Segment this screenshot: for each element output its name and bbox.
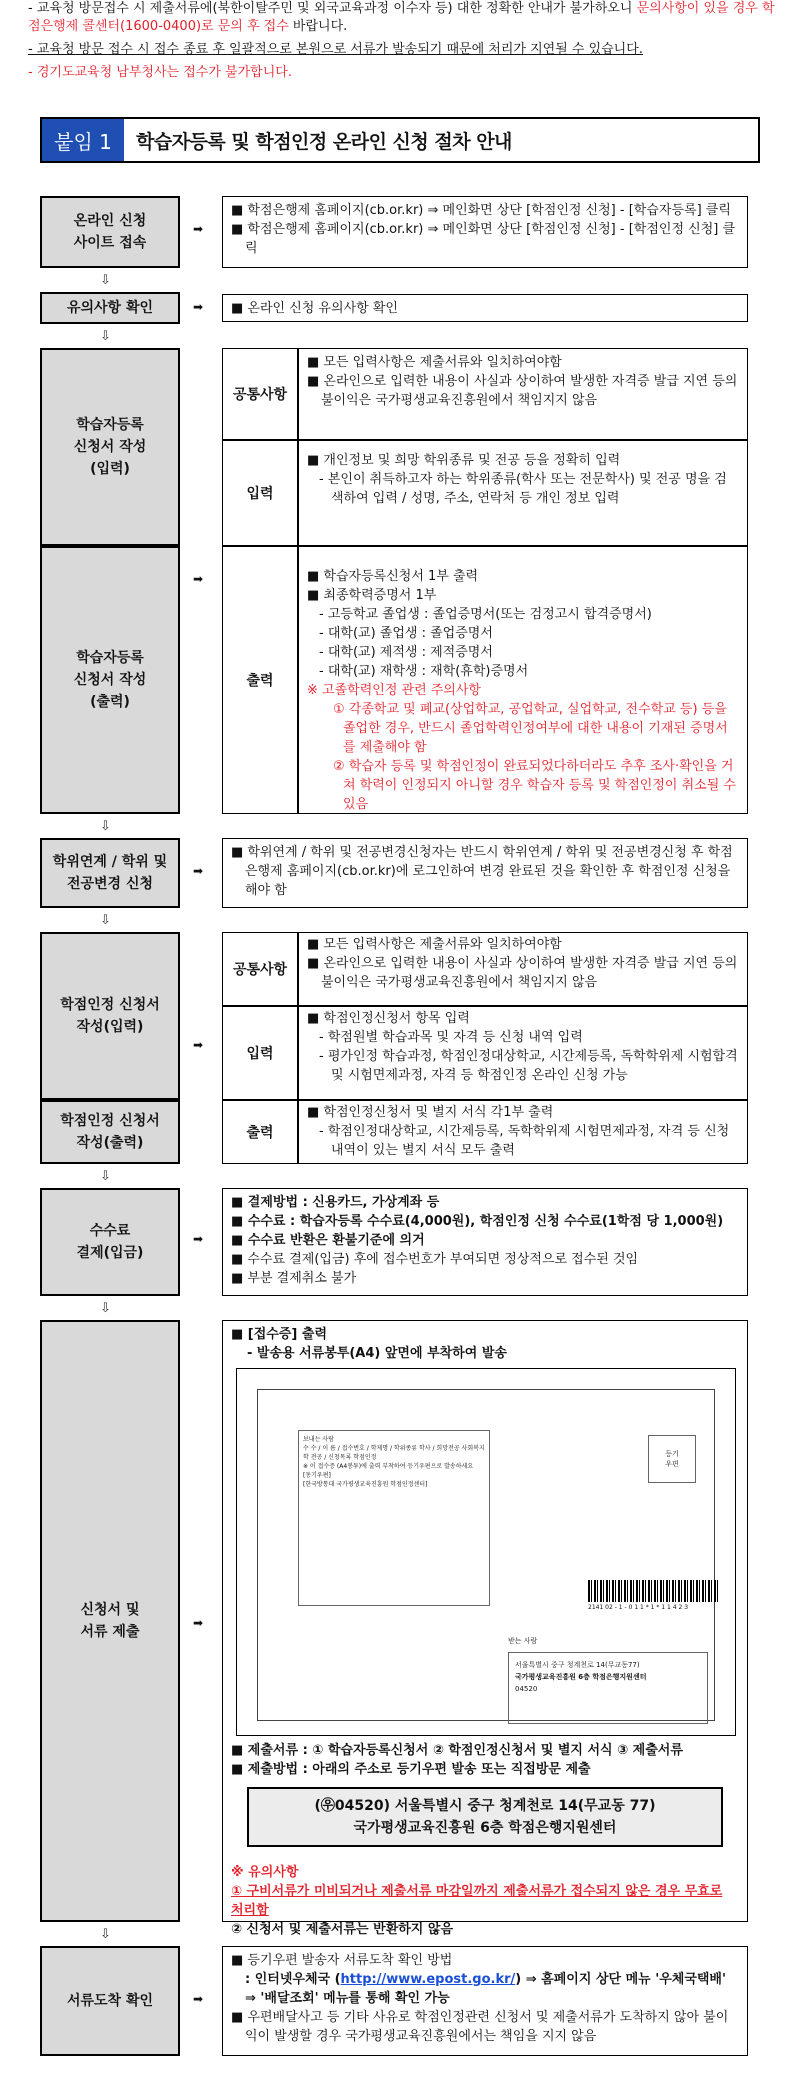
- step-caution-check: 유의사항 확인: [40, 292, 180, 324]
- barcode-icon: [588, 1580, 718, 1602]
- step-credit-output: 학점인정 신청서 작성(출력): [40, 1100, 180, 1164]
- step-fee-payment: 수수료 결제(입금): [40, 1188, 180, 1296]
- preamble-notes: [28, 0, 778, 87]
- step-site-access-box: ■ 학점은행제 홈페이지(cb.or.kr) ⇒ 메인화면 상단 [학점인정 신청] - [학습자등록] 클릭 ■ 학점은행제 홈페이지(cb.or.kr) ⇒ 메인화면 상단 [학점인정 신청] - [학점인정 신청] 클릭: [222, 196, 748, 268]
- arrow-icon: ➡: [192, 572, 204, 586]
- down-arrow-icon: ⇩: [100, 1927, 111, 1942]
- label-output: 출력: [222, 1100, 298, 1164]
- step-document-submit: 신청서 및 서류 제출: [40, 1320, 180, 1922]
- arrow-icon: ➡: [192, 300, 204, 314]
- note-1: - 교육청 방문접수 시 제출서류에(북한이탈주민 및 외국교육과정 이수자 등) 대한 정확한 안내가 불가하오니 문의사항이 있을 경우 학점은행제 콜센터(1600-0400)로 문의 후 접수 바랍니다.: [28, 1, 775, 34]
- step-degree-change: 학위연계 / 학위 및 전공변경 신청: [40, 838, 180, 908]
- recipient-box: 서울특별시 중구 청계천로 14(무교동77) 국가평생교육진흥원 6층 학점은행지원센터 04520: [508, 1652, 708, 1724]
- arrow-icon: ➡: [192, 864, 204, 878]
- down-arrow-icon: ⇩: [100, 819, 111, 834]
- heading-title: 학습자등록 및 학점인정 온라인 신청 절차 안내: [136, 130, 512, 153]
- step-credit-input: 학점인정 신청서 작성(입력): [40, 932, 180, 1100]
- step-register-output: 학습자등록 신청서 작성 (출력): [40, 546, 180, 814]
- step-arrival-box: ■ 등기우편 발송자 서류도착 확인 방법 : 인터넷우체국 (http://www.epost.go.kr/) ⇒ 홈페이지 상단 메뉴 '우체국택배' ⇒ '배달조회' 메뉴를 통해 확인 가능 ■ 우편배달사고 등 기타 사유로 학점인정관련 신청서 및 제출서류가 도착하지 않아 불이익이 발생할 경우 국가평생교육진흥원에서는 책임을 지지 않음: [222, 1946, 748, 2056]
- receipt-form: 보내는 사람 수 수 / 이 름 / 접수번호 / 학제명 / 학위종류 학사 / 희망전공 사회복지학 전공 / 신청목록 학점인정 ※ 이 접수증 (A4봉투)에 출력 부착하여 등기우편으로 발송하세요 [동기우편] [한국방통대 국가평생교육진흥원 학점인정센터]: [298, 1430, 490, 1606]
- label-output: 출력: [222, 546, 298, 814]
- heading-tag: 붙임 1: [42, 119, 124, 161]
- label-input: 입력: [222, 1006, 298, 1100]
- arrow-icon: ➡: [192, 222, 204, 236]
- step-register-input: 학습자등록 신청서 작성 (입력): [40, 348, 180, 546]
- step-fee-box: ■ 결제방법 : 신용카드, 가상계좌 등 ■ 수수료 : 학습자등록 수수료(4,000원), 학점인정 신청 수수료(1학점 당 1,000원) ■ 수수료 반환은 환불기준에 의거 ■ 수수료 결제(입금) 후에 접수번호가 부여되면 정상적으로 접수된 것임 ■ 부분 결제취소 불가: [222, 1188, 748, 1296]
- down-arrow-icon: ⇩: [100, 913, 111, 928]
- register-common-cell: ■ 모든 입력사항은 제출서류와 일치하여야함 ■ 온라인으로 입력한 내용이 사실과 상이하여 발생한 자격증 발급 지연 등의 불이익은 국가평생교육진흥원에서 책임지지 않음: [298, 348, 748, 440]
- arrow-icon: ➡: [192, 1616, 204, 1630]
- section-heading: [40, 117, 760, 163]
- label-input: 입력: [222, 440, 298, 546]
- step-submit-box: ■ [접수증] 출력 - 발송용 서류봉투(A4) 앞면에 부착하여 발송 ■ 제출서류 : ① 학습자등록신청서 ② 학점인정신청서 및 별지 서식 ③ 제출서류 ■ 제출방법 : 아래의 주소로 등기우편 발송 또는 직접방문 제출 (㉾04520) 서울특별시 중구 청계천로 14(무교동 77) 국가평생교육진흥원 6층 학점은행지원센터 ※ 유의사항 ① 구비서류가 미비되거나 제출서류 마감일까지 제출서류가 접수되지 않은 경우 무효로 처리함 ② 신청서 및 제출서류는 반환하지 않음: [222, 1320, 748, 1922]
- down-arrow-icon: ⇩: [100, 1301, 111, 1316]
- down-arrow-icon: ⇩: [100, 329, 111, 344]
- credit-common-cell: ■ 모든 입력사항은 제출서류와 일치하여야함 ■ 온라인으로 입력한 내용이 사실과 상이하여 발생한 자격증 발급 지연 등의 불이익은 국가평생교육진흥원에서 책임지지 않음: [298, 932, 748, 1006]
- label-common: 공통사항: [222, 932, 298, 1006]
- envelope-illustration: 보내는 사람 수 수 / 이 름 / 접수번호 / 학제명 / 학위종류 학사 / 희망전공 사회복지학 전공 / 신청목록 학점인정 ※ 이 접수증 (A4봉투)에 출력 부착하여 등기우편으로 발송하세요 [동기우편] [한국방통대 국가평생교육진흥원 학점인정센터] 등기 우편 2141 02 - 1 - 0 1 1 * 1 * 1 1 4 2 3 받는 사람 서울특별시 중구 청계천로 14(무교동77) 국가평생교육진흥원 6층 학점은행지원센터 04520: [236, 1368, 736, 1736]
- note-3: - 경기도교육청 남부청사는 접수가 불가합니다.: [28, 65, 292, 80]
- step-arrival-check: 서류도착 확인: [40, 1946, 180, 2056]
- credit-input-cell: ■ 학점인정신청서 항목 입력 - 학점원별 학습과목 및 자격 등 신청 내역 입력 - 평가인정 학습과정, 학점인정대상학교, 시간제등록, 독학학위제 시험합격 및 시험면제과정, 자격 등 학점인정 온라인 신청 가능: [298, 1006, 748, 1100]
- register-input-cell: ■ 개인정보 및 희망 학위종류 및 전공 등을 정확히 입력 - 본인이 취득하고자 하는 학위종류(학사 또는 전문학사) 및 전공 명을 검색하여 입력 / 성명, 주소, 연락처 등 개인 정보 입력: [298, 440, 748, 546]
- stamp-icon: 등기 우편: [648, 1435, 696, 1483]
- arrow-icon: ➡: [192, 1992, 204, 2006]
- note-1-red: 문의사항이 있을 경우 학점은행제 콜센터(1600-0400)로 문의 후 접수: [28, 1, 775, 34]
- epost-link[interactable]: http://www.epost.go.kr/: [340, 1972, 516, 1987]
- submission-address: (㉾04520) 서울특별시 중구 청계천로 14(무교동 77) 국가평생교육진흥원 6층 학점은행지원센터: [247, 1787, 723, 1847]
- down-arrow-icon: ⇩: [100, 273, 111, 288]
- step-site-access: 온라인 신청 사이트 접속: [40, 196, 180, 268]
- caution-title: ※ 고졸학력인정 관련 주의사항: [307, 683, 481, 698]
- credit-output-cell: ■ 학점인정신청서 및 별지 서식 각1부 출력 - 학점인정대상학교, 시간제등록, 독학학위제 시험면제과정, 자격 등 신청내역이 있는 별지 서식 모두 출력: [298, 1100, 748, 1164]
- register-output-cell: ■ 학습자등록신청서 1부 출력 ■ 최종학력증명서 1부 - 고등학교 졸업생 : 졸업증명서(또는 검정고시 합격증명서) - 대학(교) 졸업생 : 졸업증명서 - 대학(교) 제적생 : 제적증명서 - 대학(교) 재학생 : 재학(휴학)증명서 ※ 고졸학력인정 관련 주의사항 ① 각종학교 및 폐교(상업학교, 공업학교, 실업학교, 전수학교 등) 등을 졸업한 경우, 반드시 졸업학력인정여부에 대한 내용이 기재된 증명서를 제출해야 함 ② 학습자 등록 및 학점인정이 완료되었다하더라도 추후 조사·확인을 거쳐 학력이 인정되지 아니할 경우 학습자 등록 및 학점인정이 취소될 수 있음: [298, 546, 748, 814]
- arrow-icon: ➡: [192, 1038, 204, 1052]
- down-arrow-icon: ⇩: [100, 1169, 111, 1184]
- note-2: - 교육청 방문 접수 시 접수 종료 후 일괄적으로 본원으로 서류가 발송되기 때문에 처리가 지연될 수 있습니다.: [28, 42, 643, 57]
- step-caution-box: ■ 온라인 신청 유의사항 확인: [222, 294, 748, 322]
- arrow-icon: ➡: [192, 1232, 204, 1246]
- label-common: 공통사항: [222, 348, 298, 440]
- step-degree-change-box: ■ 학위연계 / 학위 및 전공변경신청자는 반드시 학위연계 / 학위 및 전공변경신청 후 학점은행제 홈페이지(cb.or.kr)에 로그인하여 변경 완료된 것을 확인한 후 학점인정 신청을 해야 함: [222, 838, 748, 908]
